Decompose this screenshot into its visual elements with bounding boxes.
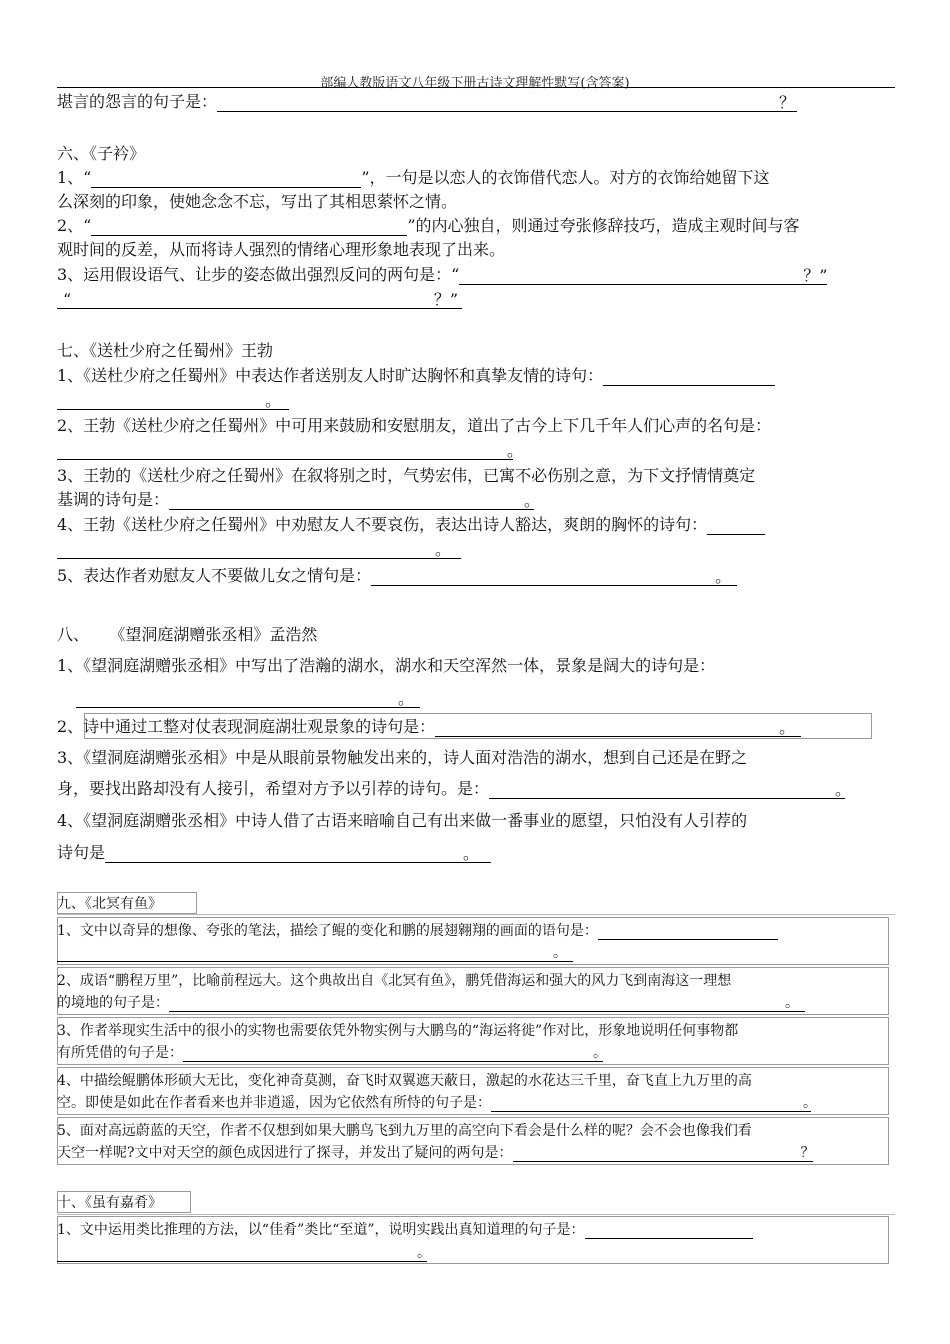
blank-end-mark: 。: [593, 1045, 607, 1061]
answer-blank[interactable]: [598, 925, 778, 940]
question-text: 天空一样呢?文中对天空的颜色成因进行了探寻，并发出了疑问的两句是：: [57, 1145, 513, 1161]
answer-blank[interactable]: [91, 171, 361, 188]
answer-blank[interactable]: [491, 1095, 817, 1112]
section-10-title: 十、《虽有嘉肴》: [57, 1195, 162, 1211]
blank-end-mark: 。: [524, 491, 541, 510]
blank-end-mark: ？: [800, 1145, 815, 1161]
section-8-title: 八、 《望洞庭湖赠张丞相》孟浩然: [57, 625, 318, 644]
q9-1-line2: [57, 944, 573, 962]
blank-end-mark: 。: [715, 567, 732, 586]
q6-3-line1: [57, 265, 827, 285]
answer-blank[interactable]: [91, 219, 407, 236]
section-6-title: 六、《子衿》: [57, 144, 146, 163]
section-9-title: 九、《北冥有鱼》: [57, 896, 162, 912]
answer-blank[interactable]: [371, 569, 737, 586]
blank-end-mark: 。: [463, 844, 480, 863]
question-text: 有所凭借的句子是：: [57, 1045, 183, 1061]
q7-3-line2: [57, 490, 541, 510]
answer-blank[interactable]: [707, 518, 765, 535]
question-text: 1、“: [57, 168, 92, 187]
q6-2-line1: [57, 216, 800, 236]
answer-blank[interactable]: [489, 780, 852, 799]
blank-start-mark: “: [63, 290, 72, 309]
section-10-rule: [57, 1214, 895, 1215]
answer-blank[interactable]: [57, 947, 573, 962]
question-text: ”的内心独自，则通过夸张修辞技巧，造成主观时间与客: [407, 216, 800, 235]
answer-blank[interactable]: [217, 95, 797, 112]
blank-end-mark: 。: [264, 391, 281, 410]
section-7-title: 七、《送杜少府之任蜀州》王勃: [57, 341, 274, 360]
question-text: 2、诗中通过工整对仗表现洞庭湖壮观景象的诗句是：: [57, 717, 436, 736]
q10-1-line1: [57, 1221, 753, 1239]
q7-4-line1: [57, 515, 765, 535]
blank-end-mark: 。: [434, 540, 451, 559]
section-9-rule: [57, 914, 895, 915]
blank-end-mark: ？: [779, 93, 796, 112]
q7-2-line2: [57, 440, 523, 460]
answer-blank[interactable]: [169, 491, 541, 510]
answer-blank[interactable]: [585, 1224, 753, 1239]
q9-2-line1: 2、成语“鹏程万里”，比喻前程远大。这个典故出自《北冥有鱼》，鹏凭借海运和强大的风力飞到南海这一理想: [57, 973, 732, 989]
answer-blank[interactable]: [105, 846, 491, 863]
q7-1-line2: [57, 390, 289, 410]
blank-end-mark: 。: [779, 718, 796, 737]
q9-3-line2: [57, 1044, 607, 1062]
answer-blank[interactable]: [169, 997, 805, 1012]
question-text: 4、王勃《送杜少府之任蜀州》中劝慰友人不要哀伤，表达出诗人豁达，爽朗的胸怀的诗句：: [57, 515, 708, 534]
question-text: 1、文中以奇异的想像、夸张的笔法，描绘了鲲的变化和鹏的展翅翱翔的画面的语句是：: [57, 923, 598, 939]
blank-end-mark: 。: [397, 689, 414, 708]
question-text: 3、运用假设语气、让步的姿态做出强烈反问的两句是：“: [57, 265, 460, 284]
line-continuation: [57, 92, 797, 112]
blank-end-mark: 。: [417, 1245, 431, 1261]
blank-end-mark: 。: [835, 780, 852, 799]
q9-4-line2: [57, 1094, 817, 1112]
q7-4-line2: [57, 539, 461, 559]
q7-1-line1: [57, 366, 775, 386]
answer-blank[interactable]: [57, 1245, 431, 1262]
answer-blank[interactable]: [513, 1147, 813, 1162]
answer-blank[interactable]: [57, 441, 523, 460]
answer-blank[interactable]: [435, 720, 801, 737]
question-text: 基调的诗句是：: [57, 490, 170, 509]
answer-blank[interactable]: [57, 542, 461, 559]
q8-3-line2: [57, 779, 852, 799]
question-text: 1、文中运用类比推理的方法，以“佳肴”类比“至道”，说明实践出真知道理的句子是：: [57, 1222, 585, 1238]
page-header: 部编人教版语文八年级下册古诗文理解性默写(含答案): [320, 76, 630, 91]
q9-2-line2: [57, 994, 805, 1012]
q8-1-line2: [76, 688, 420, 708]
answer-blank[interactable]: [603, 369, 775, 386]
q8-4-line1: 4、《望洞庭湖赠张丞相》中诗人借了古语来暗喻自己有出来做一番事业的愿望，只怕没有人引荐的: [57, 811, 748, 830]
q7-2-line1: 2、王勃《送杜少府之任蜀州》中可用来鼓励和安慰朋友，道出了古今上下几千年人们心声的名句是：: [57, 416, 772, 435]
q8-1-line1: 1、《望洞庭湖赠张丞相》中写出了浩瀚的湖水，湖水和天空浑然一体，景象是阔大的诗句是：: [57, 656, 716, 675]
q8-2-line1: [57, 717, 801, 737]
blank-end-mark: ？”: [433, 290, 458, 309]
question-text: 1、《送杜少府之任蜀州》中表达作者送别友人时旷达胸怀和真挚友情的诗句：: [57, 366, 604, 385]
blank-end-mark: 。: [506, 441, 523, 460]
q10-1-line2: [57, 1244, 431, 1262]
q8-4-line2: [57, 843, 491, 863]
answer-blank[interactable]: [459, 268, 827, 285]
answer-blank[interactable]: [57, 292, 462, 309]
header-rule: [57, 87, 895, 88]
q6-1-line2: 么深刻的印象，使她念念不忘，写出了其相思萦怀之情。: [57, 192, 458, 211]
question-text: 空。即使是如此在作者看来也并非逍遥，因为它依然有所恃的句子是：: [57, 1095, 491, 1111]
q6-2-line2: 观时间的反差，从而将诗人强烈的情绪心理形象地表现了出来。: [57, 240, 506, 259]
answer-blank[interactable]: [57, 393, 289, 410]
question-text: 2、“: [57, 216, 92, 235]
blank-end-mark: ？”: [803, 266, 828, 285]
q9-1-line1: [57, 922, 778, 940]
question-text: 堪言的怨言的句子是：: [57, 92, 218, 111]
answer-blank[interactable]: [76, 691, 420, 708]
q9-5-line1: 5、面对高远蔚蓝的天空，作者不仅想到如果大鹏鸟飞到九万里的高空向下看会是什么样的呢？会不会也像我们看: [57, 1123, 752, 1139]
blank-end-mark: 。: [803, 1095, 817, 1111]
question-text: 诗句是: [57, 843, 106, 862]
q6-1-line1: [57, 168, 770, 188]
q8-3-line1: 3、《望洞庭湖赠张丞相》中是从眼前景物触发出来的，诗人面对浩浩的湖水，想到自己还是在野之: [57, 748, 748, 767]
q9-3-line1: 3、作者举现实生活中的很小的实物也需要依凭外物实例与大鹏鸟的“海运将徙”作对比，形象地说明任何事物都: [57, 1023, 739, 1039]
question-text: 的境地的句子是：: [57, 995, 169, 1011]
blank-end-mark: 。: [553, 945, 567, 961]
q9-5-line2: [57, 1144, 813, 1162]
answer-blank[interactable]: [183, 1045, 607, 1062]
blank-end-mark: 。: [785, 995, 799, 1011]
q7-3-line1: 3、王勃的《送杜少府之任蜀州》在叙将别之时，气势宏伟，已寓不必伤别之意，为下文抒情情奠定: [57, 466, 756, 485]
question-text: 5、表达作者劝慰友人不要做儿女之情句是：: [57, 566, 372, 585]
q9-4-line1: 4、中描绘鲲鹏体形硕大无比，变化神奇莫测，奋飞时双翼遮天蔽日，激起的水花达三千里，奋飞直上九万里的高: [57, 1073, 752, 1089]
question-text: ”，一句是以恋人的衣饰借代恋人。对方的衣饰给她留下这: [361, 168, 770, 187]
question-text: 身，要找出路却没有人接引，希望对方予以引荐的诗句。是：: [57, 779, 490, 798]
q6-3-line2: [57, 289, 462, 309]
q7-5-line1: [57, 566, 737, 586]
